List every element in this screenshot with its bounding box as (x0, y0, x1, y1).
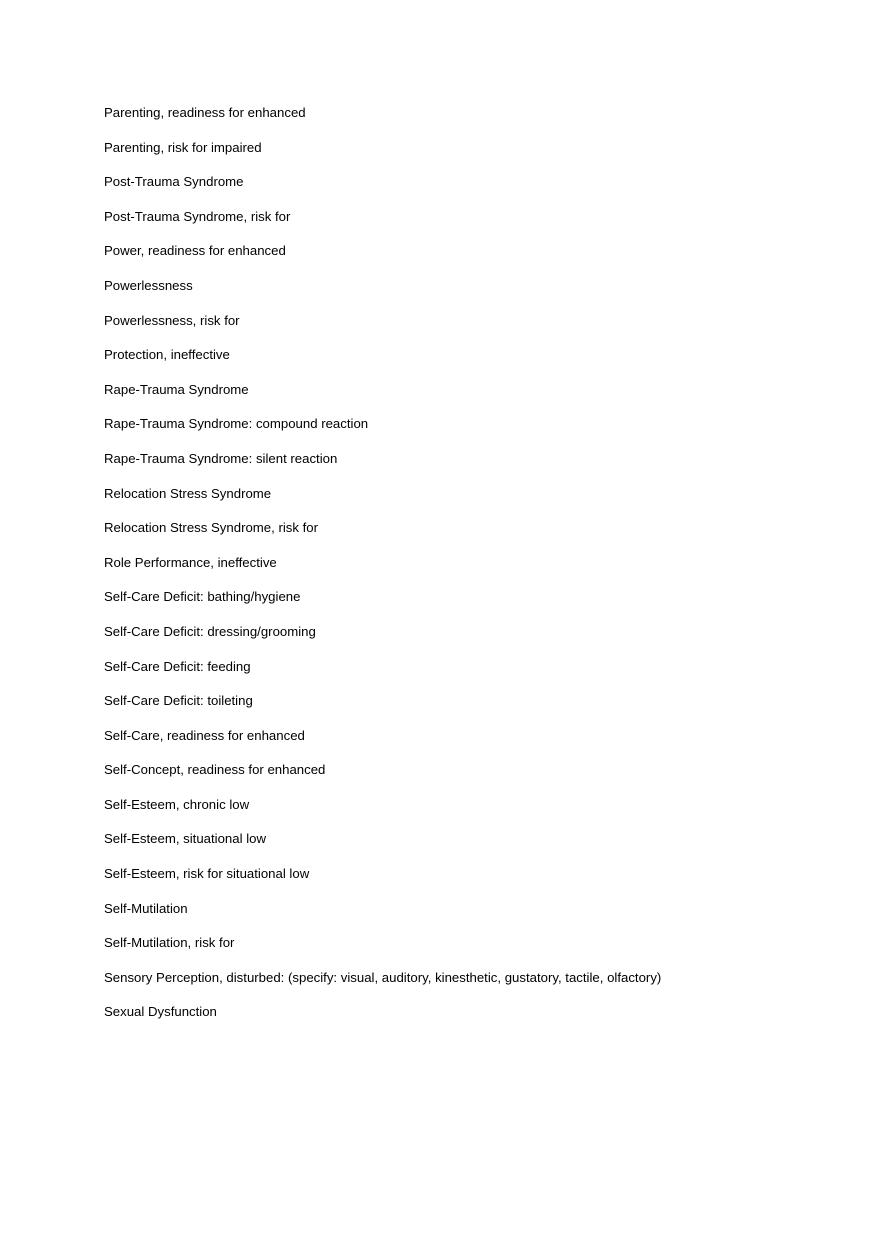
list-item: Rape-Trauma Syndrome: compound reaction (104, 416, 369, 432)
list-item: Relocation Stress Syndrome, risk for (104, 520, 319, 536)
list-item: Self-Concept, readiness for enhanced (104, 762, 326, 778)
list-item: Powerlessness, risk for (104, 312, 240, 328)
list-item: Parenting, readiness for enhanced (104, 105, 306, 120)
list-item: Self-Mutilation (104, 900, 188, 916)
list-item: Rape-Trauma Syndrome: silent reaction (104, 450, 338, 466)
list-item: Self-Care, readiness for enhanced (104, 727, 305, 743)
list-item: Self-Esteem, chronic low (104, 796, 250, 812)
list-item: Self-Care Deficit: toileting (104, 693, 253, 709)
list-item: Self-Care Deficit: bathing/hygiene (104, 589, 301, 605)
diagnosis-list (104, 104, 844, 1038)
list-item: Self-Esteem, risk for situational low (104, 866, 310, 882)
list-item: Parenting, risk for impaired (104, 139, 262, 155)
list-item: Sensory Perception, disturbed: (specify: visual, auditory, kinesthetic, gustatory, tactile, olfactory) (104, 969, 662, 985)
list-item: Role Performance, ineffective (104, 554, 277, 570)
list-item: Post-Trauma Syndrome, risk for (104, 208, 291, 224)
list-item: Relocation Stress Syndrome (104, 485, 272, 501)
list-item: Self-Esteem, situational low (104, 831, 266, 847)
list-item: Self-Mutilation, risk for (104, 935, 235, 951)
list-item: Powerlessness (104, 277, 193, 293)
list-item: Rape-Trauma Syndrome (104, 381, 249, 397)
list-item: Self-Care Deficit: dressing/grooming (104, 623, 316, 639)
list-item: Protection, ineffective (104, 347, 230, 363)
list-item: Sexual Dysfunction (104, 1004, 217, 1020)
list-item: Power, readiness for enhanced (104, 243, 286, 259)
list-item: Self-Care Deficit: feeding (104, 658, 251, 674)
list-item: Post-Trauma Syndrome (104, 174, 244, 190)
